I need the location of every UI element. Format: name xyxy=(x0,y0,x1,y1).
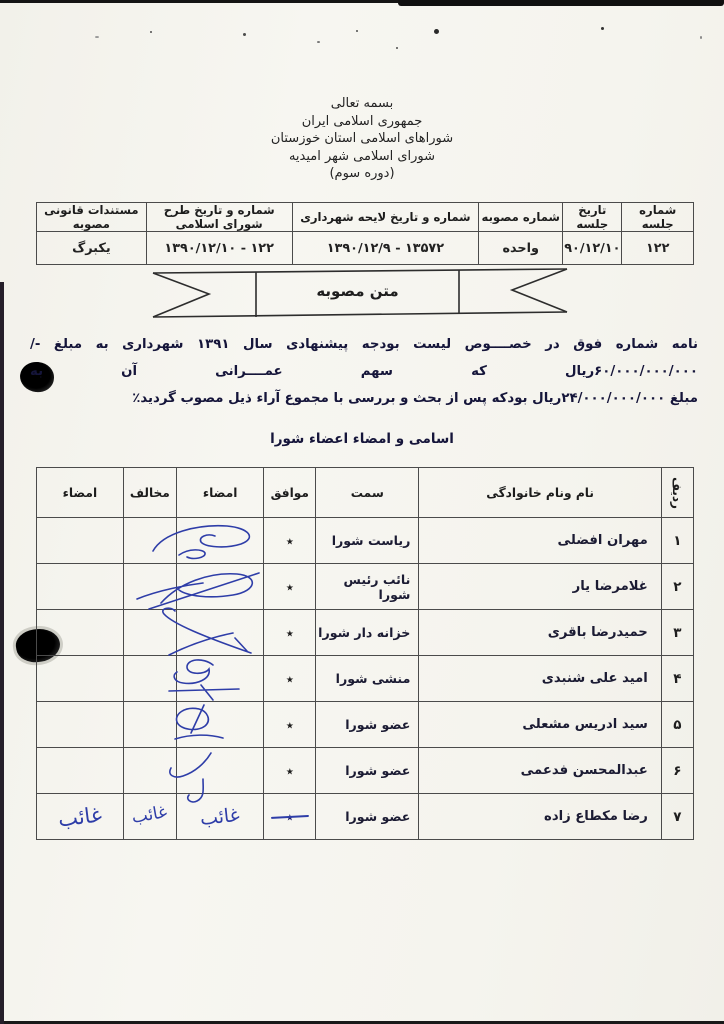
scan-speck xyxy=(700,36,702,39)
member-4-name: امید علی شنبدی xyxy=(419,656,661,702)
member-row-1 xyxy=(37,518,694,564)
agree-mark: ٭ xyxy=(285,716,294,734)
letterhead-country: جمهوری اسلامی ایران xyxy=(301,113,423,129)
scan-edge-left xyxy=(0,282,4,1024)
member-6-signature-cell xyxy=(176,748,263,794)
member-2-signature2-cell xyxy=(37,564,124,610)
member-7-name: رضا مکطاع زاده xyxy=(419,794,661,840)
meta-value-bill-no-date: ۱۳۵۷۲ - ۱۳۹۰/۱۲/۹ xyxy=(292,232,479,265)
member-4-signature-cell xyxy=(176,656,263,702)
member-3-no: ۳ xyxy=(661,610,693,656)
member-7-position: عضو شورا xyxy=(316,794,419,840)
member-7-oppose-cell xyxy=(123,794,176,840)
member-6-position: عضو شورا xyxy=(316,748,419,794)
meta-value-legal-docs: یکبرگ xyxy=(37,232,147,265)
agree-mark-crossed-out xyxy=(282,807,298,826)
meta-header-bill-no-date: شماره و تاریخ لایحه شهرداری xyxy=(292,203,479,232)
meta-value-session-no: ۱۲۲ xyxy=(622,232,694,265)
member-3-position: خزانه دار شورا xyxy=(316,610,419,656)
scan-speck xyxy=(396,47,398,49)
member-1-signature-cell xyxy=(176,518,263,564)
agree-mark: ٭ xyxy=(285,532,294,550)
members-header-signature2: امضاء xyxy=(37,468,124,518)
agree-mark: ٭ xyxy=(285,624,294,642)
signature-scribble xyxy=(147,519,263,563)
scan-speck xyxy=(601,27,604,30)
member-7-signature2-cell xyxy=(37,794,124,840)
meta-header-row xyxy=(37,203,694,232)
member-3-name: حمیدرضا باقری xyxy=(419,610,661,656)
letterhead-basmala: بسمه تعالی xyxy=(330,96,394,111)
member-5-no: ۵ xyxy=(661,702,693,748)
members-signature-table xyxy=(36,467,694,840)
scan-edge-top-right xyxy=(398,0,724,6)
members-header-row-no xyxy=(661,468,693,518)
signature-scribble xyxy=(147,749,263,793)
resolution-line-1: نامه شماره فوق در خصــــوص لیست بودجه پیشنهادی سال ۱۳۹۱ شهرداری به مبلغ -/۶۰/۰۰۰/۰۰۰/۰۰۰ریال که سهم عمــــرانی آن به xyxy=(30,337,698,379)
letterhead-province-councils: شوراهای اسلامی استان خوزستان xyxy=(270,131,454,147)
member-6-name: عبدالمحسن فدعمی xyxy=(419,748,661,794)
members-header-signature: امضاء xyxy=(176,468,263,518)
resolution-line-2: مبلغ ۲۴/۰۰۰/۰۰۰/۰۰۰ریال بودکه پس از بحث و بررسی با مجموع آراء ذیل مصوب گردید٪ xyxy=(132,391,698,406)
member-7-agree-cell xyxy=(264,794,316,840)
agree-mark: ٭ xyxy=(285,578,294,596)
ribbon-title: متن مصوبه xyxy=(316,282,399,300)
member-4-position: منشی شورا xyxy=(316,656,419,702)
meta-value-session-date: ۹۰/۱۲/۱۰ xyxy=(563,232,622,265)
member-1-name: مهران افضلی xyxy=(419,518,661,564)
member-row-6 xyxy=(37,748,694,794)
members-header-row xyxy=(37,468,694,518)
absent-handwritten-note: غائب xyxy=(56,801,104,832)
signature-scribble xyxy=(147,565,263,609)
meta-value-row xyxy=(37,232,694,265)
meta-value-resolution-no: واحده xyxy=(479,232,563,265)
member-2-no: ۲ xyxy=(661,564,693,610)
member-6-no: ۶ xyxy=(661,748,693,794)
signature-scribble xyxy=(147,611,263,655)
resolution-meta-table xyxy=(36,202,694,265)
member-3-signature2-cell xyxy=(37,610,124,656)
member-5-signature2-cell xyxy=(37,702,124,748)
scan-speck xyxy=(95,36,99,38)
member-row-7 xyxy=(37,794,694,840)
meta-header-resolution-no: شماره مصوبه xyxy=(479,203,563,232)
member-row-5 xyxy=(37,702,694,748)
member-2-signature-cell xyxy=(176,564,263,610)
member-1-no: ۱ xyxy=(661,518,693,564)
member-2-position: نائب رئیس شورا xyxy=(316,564,419,610)
scan-speck xyxy=(243,33,246,36)
members-header-name: نام ونام خانوادگی xyxy=(419,468,661,518)
scan-speck xyxy=(317,41,320,43)
signature-scribble xyxy=(147,703,263,747)
letterhead-term: (دوره سوم) xyxy=(329,166,395,182)
member-5-signature-cell xyxy=(176,702,263,748)
absent-handwritten-note: غائب xyxy=(199,803,242,830)
letterhead xyxy=(0,95,724,183)
member-4-no: ۴ xyxy=(661,656,693,702)
members-header-row-no-label: ردیف xyxy=(670,476,685,509)
members-section-title: اسامی و امضاء اعضاء شورا xyxy=(270,431,454,447)
member-5-name: سید ادریس مشعلی xyxy=(419,702,661,748)
scan-speck xyxy=(356,30,358,32)
member-6-signature2-cell xyxy=(37,748,124,794)
member-row-4 xyxy=(37,656,694,702)
signature-scribble xyxy=(147,657,263,701)
member-3-signature-cell xyxy=(176,610,263,656)
letterhead-city-council: شورای اسلامی شهر امیدیه xyxy=(288,148,436,164)
member-5-position: عضو شورا xyxy=(316,702,419,748)
member-row-3 xyxy=(37,610,694,656)
members-header-agree: موافق xyxy=(264,468,316,518)
member-row-2 xyxy=(37,564,694,610)
members-header-position: سمت xyxy=(316,468,419,518)
absent-handwritten-note: غائب xyxy=(130,801,169,828)
meta-header-plan-no-date: شماره و تاریخ طرح شورای اسلامی xyxy=(146,203,292,232)
resolution-text-ribbon xyxy=(152,266,568,320)
scan-speck xyxy=(434,29,439,34)
member-1-signature2-cell xyxy=(37,518,124,564)
agree-mark: ٭ xyxy=(285,762,294,780)
member-1-position: ریاست شورا xyxy=(316,518,419,564)
meta-header-session-date: تاریخ جلسه xyxy=(563,203,622,232)
member-4-signature2-cell xyxy=(37,656,124,702)
member-2-name: غلامرضا یار xyxy=(419,564,661,610)
resolution-body xyxy=(30,331,698,412)
meta-header-session-no: شماره جلسه xyxy=(622,203,694,232)
member-7-no: ۷ xyxy=(661,794,693,840)
meta-value-plan-no-date: ۱۲۲ - ۱۳۹۰/۱۲/۱۰ xyxy=(146,232,292,265)
scan-speck xyxy=(150,31,152,33)
meta-header-legal-docs: مستندات قانونی مصوبه xyxy=(37,203,147,232)
members-header-oppose: مخالف xyxy=(123,468,176,518)
agree-mark: ٭ xyxy=(285,670,294,688)
